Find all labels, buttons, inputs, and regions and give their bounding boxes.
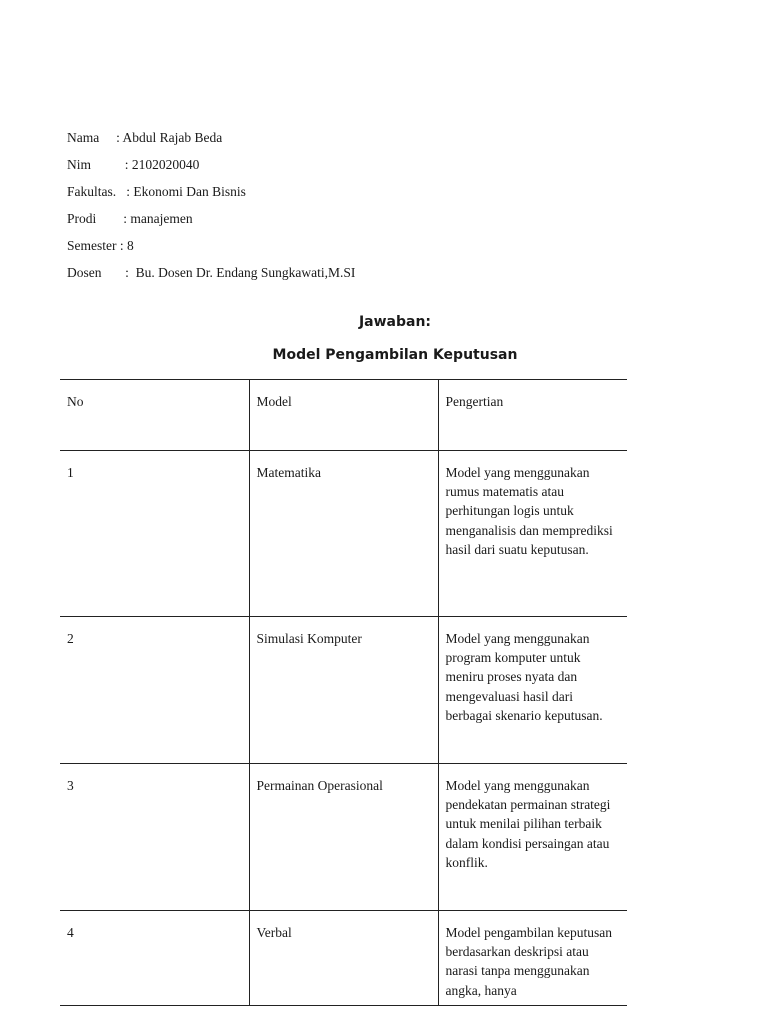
header-definition: Pengertian (438, 380, 627, 451)
table-row (60, 617, 627, 764)
info-semester-line: Semester : 8 (67, 238, 134, 253)
cell-model: Verbal (249, 911, 438, 1006)
cell-model: Simulasi Komputer (249, 617, 438, 764)
info-program-line: Prodi : manajemen (67, 211, 193, 226)
info-faculty-line: Fakultas. : Ekonomi Dan Bisnis (67, 184, 246, 199)
cell-definition: Model pengambilan keputusan berdasarkan deskripsi atau narasi tanpa menggunakan angka, hanya (438, 911, 627, 1006)
document-title: Model Pengambilan Keputusan (272, 347, 518, 363)
table-row (60, 451, 627, 617)
cell-definition: Model yang menggunakan rumus matematis atau perhitungan logis untuk menganalisis dan memprediksi hasil dari suatu keputusan. (438, 451, 627, 617)
table-header-row (60, 380, 627, 451)
cell-definition: Model yang menggunakan pendekatan permainan strategi untuk menilai pilihan terbaik dalam kondisi persaingan atau konflik. (438, 764, 627, 911)
info-name-line: Nama : Abdul Rajab Beda (67, 130, 223, 145)
student-info (67, 124, 355, 286)
cell-definition: Model yang menggunakan program komputer untuk meniru proses nyata dan mengevaluasi hasil dari berbagai skenario keputusan. (438, 617, 627, 764)
info-nim-line: Nim : 2102020040 (67, 157, 200, 172)
cell-no: 4 (60, 911, 249, 1006)
cell-model: Permainan Operasional (249, 764, 438, 911)
cell-no: 3 (60, 764, 249, 911)
header-model: Model (249, 380, 438, 451)
header-no: No (60, 380, 249, 451)
cell-model: Matematika (249, 451, 438, 617)
table-row (60, 911, 627, 1006)
answer-heading: Jawaban: (358, 314, 432, 330)
table-row (60, 764, 627, 911)
cell-no: 1 (60, 451, 249, 617)
cell-no: 2 (60, 617, 249, 764)
info-lecturer-line: Dosen : Bu. Dosen Dr. Endang Sungkawati,M.SI (67, 265, 356, 280)
decision-models-table (60, 379, 627, 1006)
